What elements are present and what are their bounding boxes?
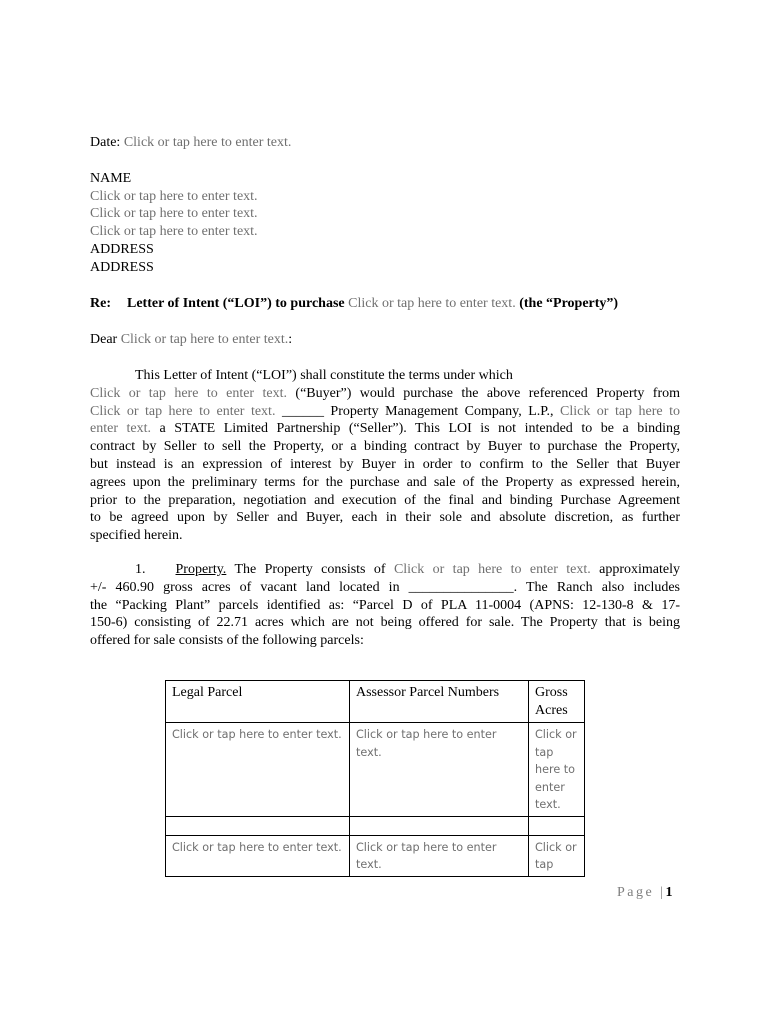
intro-line: Click or tap here to enter text. (“Buyer”) would purchase the above referenced Property from — [90, 385, 681, 401]
dear-colon: : — [288, 332, 293, 347]
address-line-2: ADDRESS — [90, 260, 154, 275]
table-cell[interactable]: Click or tap here to enter text. — [350, 723, 529, 817]
intro-line: to be agreed upon by Seller and Buyer, each in their sole and absolute discretion, as further — [90, 510, 680, 526]
intro-line: specified herein. — [90, 528, 183, 544]
dear-field[interactable]: Click or tap here to enter text. — [120, 332, 289, 347]
date-field[interactable]: Click or tap here to enter text. — [123, 135, 292, 150]
recipient-field-3[interactable]: Click or tap here to enter text. — [90, 224, 258, 239]
buyer-field[interactable]: Click or tap here to enter text. — [90, 385, 287, 401]
table-cell[interactable]: Click or tap here to enter text. — [166, 723, 350, 817]
intro-paragraph — [90, 367, 680, 545]
column-header: Gross Acres — [529, 681, 585, 723]
parcel-table — [165, 680, 585, 877]
page-footer — [617, 885, 673, 901]
recipient-field-1[interactable]: Click or tap here to enter text. — [90, 189, 258, 204]
table-row — [166, 835, 585, 876]
salutation — [90, 331, 292, 349]
page-label: Page | — [617, 885, 666, 900]
re-suffix: (the “Property”) — [519, 296, 619, 311]
table-cell[interactable]: Click or tap here to enter text. — [166, 835, 350, 876]
section-line: 1. Property. The Property consists of Click or tap here to enter text. approximately — [135, 562, 681, 577]
section-line: 150-6) consisting of 22.71 acres which are not being offered for sale. The Property that is being — [90, 615, 680, 631]
section-heading: Property. — [175, 562, 227, 577]
intro-line: Click or tap here to enter text. ______ Property Management Company, L.P., Click or tap here to — [90, 403, 680, 419]
address-line-1: ADDRESS — [90, 242, 154, 257]
intro-line: This Letter of Intent (“LOI”) shall constitute the terms under which — [135, 368, 513, 383]
table-cell[interactable]: Click or tap here to enter text. — [529, 723, 585, 817]
re-line — [90, 295, 618, 313]
property-field[interactable]: Click or tap here to enter text. — [393, 562, 591, 577]
recipient-field-2[interactable]: Click or tap here to enter text. — [90, 206, 258, 221]
section-line: +/- 460.90 gross acres of vacant land located in _______________. The Ranch also includes — [90, 579, 680, 595]
table-row — [166, 816, 585, 835]
intro-line: but instead is an expression of interest by Buyer in order to confirm to the Seller that Buyer — [90, 456, 680, 472]
date-label: Date: — [90, 135, 121, 150]
re-property-field[interactable]: Click or tap here to enter text. — [348, 296, 516, 311]
intro-line: prior to the preparation, negotiation and execution of the final and binding Purchase Agreement — [90, 492, 680, 508]
table-cell[interactable] — [350, 816, 529, 835]
table-cell[interactable]: Click or tap — [529, 835, 585, 876]
table-cell[interactable]: Click or tap here to enter text. — [350, 835, 529, 876]
section-line: offered for sale consists of the following parcels: — [90, 633, 364, 649]
intro-line: contract by Seller to sell the Property, or a binding contract by Buyer to purchase the Property, — [90, 439, 680, 455]
table-header-row — [166, 681, 585, 723]
table-row — [166, 723, 585, 817]
table-cell[interactable] — [529, 816, 585, 835]
seller-field-2[interactable]: Click or tap here to — [559, 403, 680, 419]
table-cell[interactable] — [166, 816, 350, 835]
section-number: 1. — [135, 562, 146, 577]
column-header: Legal Parcel — [166, 681, 350, 723]
seller-field-2-cont[interactable]: enter text. — [90, 421, 152, 437]
intro-line: enter text. a STATE Limited Partnership (“Seller”). This LOI is not intended to be a binding — [90, 421, 680, 437]
page-number: 1 — [665, 885, 673, 900]
date-line — [90, 134, 291, 152]
re-text: Letter of Intent (“LOI”) to purchase — [127, 296, 345, 311]
intro-line: agrees upon the preliminary terms for the purchase and sale of the Property as expressed herein, — [90, 474, 680, 490]
dear-label: Dear — [90, 332, 118, 347]
column-header: Assessor Parcel Numbers — [350, 681, 529, 723]
section-property — [90, 561, 680, 650]
section-line: the “Packing Plant” parcels identified as: “Parcel D of PLA 11-0004 (APNS: 12-130-8 & 17- — [90, 597, 680, 613]
recipient-name: NAME — [90, 171, 132, 186]
seller-field[interactable]: Click or tap here to enter text. — [90, 403, 276, 419]
re-label: Re: — [90, 296, 111, 311]
